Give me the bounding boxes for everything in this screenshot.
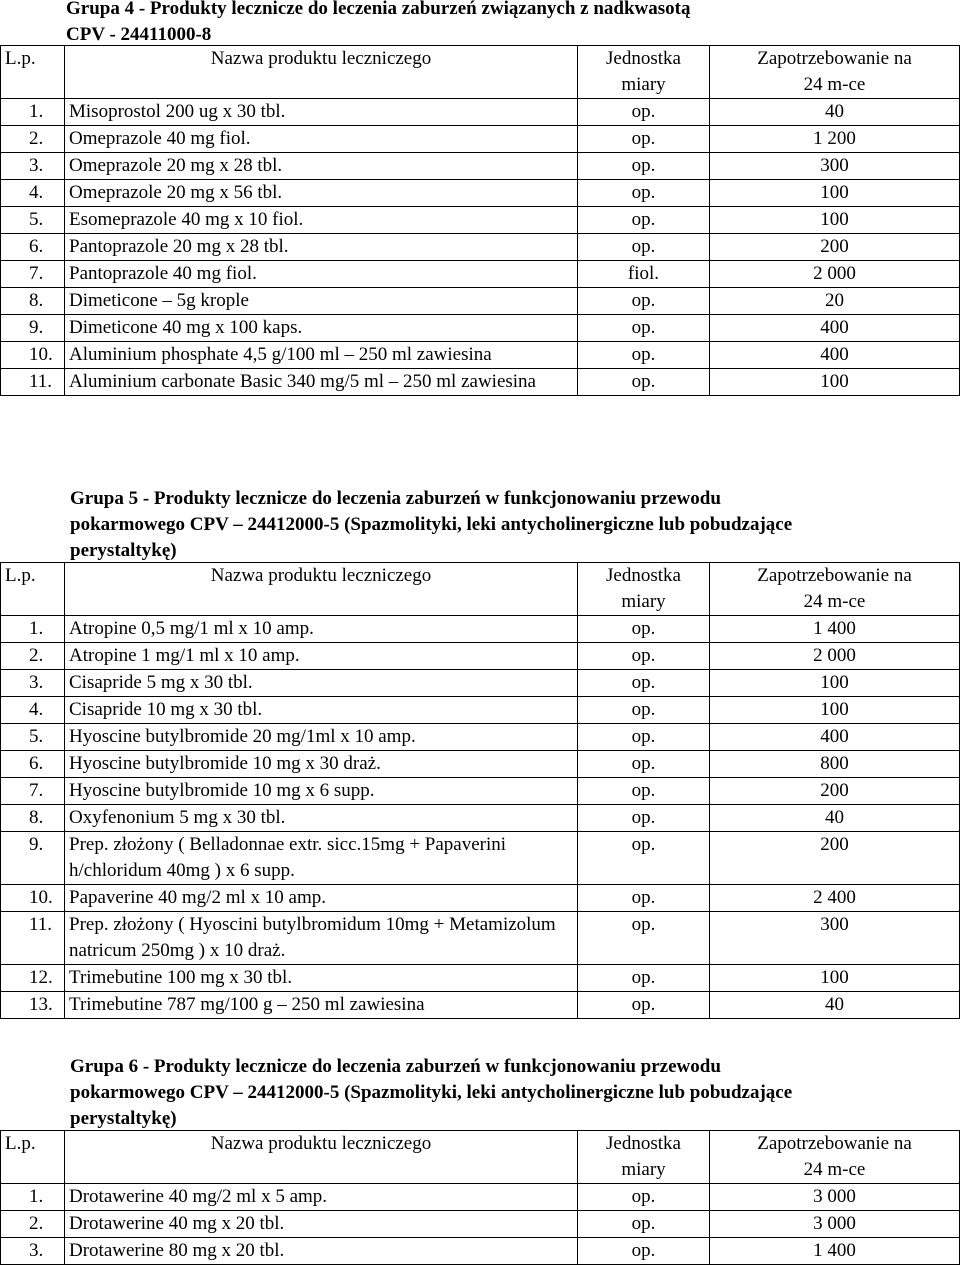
- row-unit: op.: [578, 1184, 710, 1211]
- table-header-row: [1, 563, 960, 616]
- row-product-name: Papaverine 40 mg/2 ml x 10 amp.: [65, 885, 578, 912]
- row-unit: op.: [578, 724, 710, 751]
- header-qty: [710, 563, 960, 616]
- row-unit: fiol.: [578, 261, 710, 288]
- group-6-table: [0, 1130, 960, 1265]
- header-qty-line: Zapotrzebowanie na: [757, 1133, 912, 1154]
- row-lp: 12.: [1, 965, 65, 992]
- row-product-name: Dimeticone 40 mg x 100 kaps.: [65, 315, 578, 342]
- table-row: [1, 1238, 960, 1265]
- row-quantity: 800: [710, 751, 960, 778]
- table-row: [1, 234, 960, 261]
- row-product-name: Aluminium carbonate Basic 340 mg/5 ml – 250 ml zawiesina: [65, 369, 578, 396]
- row-quantity: 40: [710, 805, 960, 832]
- group-title-line: perystaltykę): [70, 540, 177, 561]
- header-unit: [578, 1131, 710, 1184]
- table-row: [1, 369, 960, 396]
- table-row: [1, 288, 960, 315]
- row-quantity: 2 000: [710, 261, 960, 288]
- row-quantity: 100: [710, 207, 960, 234]
- row-lp: 6.: [1, 234, 65, 261]
- table-row: [1, 643, 960, 670]
- row-quantity: 40: [710, 992, 960, 1019]
- row-unit: op.: [578, 234, 710, 261]
- row-lp: 1.: [1, 1184, 65, 1211]
- table-row: [1, 616, 960, 643]
- row-lp: 5.: [1, 207, 65, 234]
- table-row: [1, 992, 960, 1019]
- row-product-name: Hyoscine butylbromide 20 mg/1ml x 10 amp.: [65, 724, 578, 751]
- row-unit: op.: [578, 153, 710, 180]
- row-quantity: 1 400: [710, 616, 960, 643]
- table-row: [1, 99, 960, 126]
- row-unit: op.: [578, 99, 710, 126]
- row-product-name: Atropine 0,5 mg/1 ml x 10 amp.: [65, 616, 578, 643]
- row-unit: op.: [578, 965, 710, 992]
- header-lp: L.p.: [1, 1131, 65, 1184]
- row-quantity: 400: [710, 724, 960, 751]
- row-unit: op.: [578, 643, 710, 670]
- row-quantity: 3 000: [710, 1184, 960, 1211]
- group-6-title: [0, 1054, 960, 1132]
- header-unit-line: miary: [621, 591, 666, 612]
- row-unit: op.: [578, 778, 710, 805]
- row-lp: 5.: [1, 724, 65, 751]
- row-quantity: 300: [710, 153, 960, 180]
- table-row: [1, 912, 960, 965]
- table-row: [1, 342, 960, 369]
- header-lp: L.p.: [1, 563, 65, 616]
- row-quantity: 2 000: [710, 643, 960, 670]
- row-product-name: Omeprazole 40 mg fiol.: [65, 126, 578, 153]
- table-row: [1, 751, 960, 778]
- row-lp: 2.: [1, 1211, 65, 1238]
- row-lp: 2.: [1, 643, 65, 670]
- row-unit: op.: [578, 288, 710, 315]
- row-quantity: 200: [710, 778, 960, 805]
- table-row: [1, 207, 960, 234]
- table-row: [1, 126, 960, 153]
- row-unit: op.: [578, 992, 710, 1019]
- row-quantity: 400: [710, 342, 960, 369]
- row-lp: 7.: [1, 778, 65, 805]
- row-quantity: 3 000: [710, 1211, 960, 1238]
- header-unit-line: Jednostka: [606, 1133, 681, 1154]
- row-quantity: 400: [710, 315, 960, 342]
- row-product-name: Dimeticone – 5g krople: [65, 288, 578, 315]
- group-5-section: [0, 486, 960, 564]
- row-lp: 10.: [1, 342, 65, 369]
- row-lp: 13.: [1, 992, 65, 1019]
- row-product-name: Cisapride 5 mg x 30 tbl.: [65, 670, 578, 697]
- row-lp: 3.: [1, 153, 65, 180]
- row-product-name: Trimebutine 100 mg x 30 tbl.: [65, 965, 578, 992]
- row-product-name: Omeprazole 20 mg x 28 tbl.: [65, 153, 578, 180]
- row-quantity: 100: [710, 670, 960, 697]
- header-qty-line: 24 m-ce: [803, 591, 866, 612]
- row-product-name: Misoprostol 200 ug x 30 tbl.: [65, 99, 578, 126]
- table-row: [1, 315, 960, 342]
- row-product-name: Trimebutine 787 mg/100 g – 250 ml zawiesina: [65, 992, 578, 1019]
- row-quantity: 20: [710, 288, 960, 315]
- table-row: [1, 1211, 960, 1238]
- row-unit: op.: [578, 832, 710, 885]
- row-product-name: Hyoscine butylbromide 10 mg x 30 draż.: [65, 751, 578, 778]
- row-unit: op.: [578, 805, 710, 832]
- table-row: [1, 153, 960, 180]
- row-unit: op.: [578, 697, 710, 724]
- table-header-row: [1, 1131, 960, 1184]
- group-title-line: perystaltykę): [70, 1108, 177, 1129]
- header-qty-line: 24 m-ce: [803, 1159, 866, 1180]
- row-lp: 9.: [1, 315, 65, 342]
- header-lp: L.p.: [1, 46, 65, 99]
- row-lp: 10.: [1, 885, 65, 912]
- header-qty: [710, 1131, 960, 1184]
- row-unit: op.: [578, 616, 710, 643]
- table-row: [1, 778, 960, 805]
- header-qty-line: Zapotrzebowanie na: [757, 565, 912, 586]
- row-product-name: Drotawerine 40 mg/2 ml x 5 amp.: [65, 1184, 578, 1211]
- row-lp: 8.: [1, 805, 65, 832]
- row-lp: 4.: [1, 180, 65, 207]
- row-product-name: Hyoscine butylbromide 10 mg x 6 supp.: [65, 778, 578, 805]
- header-unit-line: miary: [621, 1159, 666, 1180]
- row-quantity: 100: [710, 965, 960, 992]
- row-lp: 9.: [1, 832, 65, 885]
- header-qty-line: 24 m-ce: [803, 74, 866, 95]
- row-lp: 8.: [1, 288, 65, 315]
- table-header-row: [1, 46, 960, 99]
- header-qty: [710, 46, 960, 99]
- row-quantity: 300: [710, 912, 960, 965]
- group-4-section: [0, 0, 960, 48]
- row-lp: 7.: [1, 261, 65, 288]
- row-quantity: 1 200: [710, 126, 960, 153]
- row-unit: op.: [578, 207, 710, 234]
- row-lp: 6.: [1, 751, 65, 778]
- row-unit: op.: [578, 1211, 710, 1238]
- row-unit: op.: [578, 912, 710, 965]
- header-name: Nazwa produktu leczniczego: [65, 1131, 578, 1184]
- row-quantity: 200: [710, 234, 960, 261]
- row-lp: 11.: [1, 912, 65, 965]
- group-title-line: pokarmowego CPV – 24412000-5 (Spazmolityki, leki antycholinergiczne lub pobudzające: [70, 1082, 793, 1103]
- row-quantity: 40: [710, 99, 960, 126]
- row-product-name: Aluminium phosphate 4,5 g/100 ml – 250 ml zawiesina: [65, 342, 578, 369]
- group-4-title: [0, 0, 960, 48]
- row-unit: op.: [578, 315, 710, 342]
- table-row: [1, 261, 960, 288]
- table-row: [1, 805, 960, 832]
- row-lp: 3.: [1, 670, 65, 697]
- header-name: Nazwa produktu leczniczego: [65, 563, 578, 616]
- header-unit: [578, 563, 710, 616]
- group-title-line: pokarmowego CPV – 24412000-5 (Spazmolityki, leki antycholinergiczne lub pobudzające: [70, 514, 793, 535]
- row-unit: op.: [578, 342, 710, 369]
- table-row: [1, 832, 960, 885]
- group-title-line: Grupa 6 - Produkty lecznicze do leczenia zaburzeń w funkcjonowaniu przewodu: [70, 1056, 721, 1077]
- row-unit: op.: [578, 885, 710, 912]
- row-product-name: Prep. złożony ( Hyoscini butylbromidum 10mg + Metamizolum natricum 250mg ) x 10 draż.: [65, 912, 578, 965]
- group-title-line: Grupa 5 - Produkty lecznicze do leczenia zaburzeń w funkcjonowaniu przewodu: [70, 488, 721, 509]
- row-unit: op.: [578, 751, 710, 778]
- row-product-name: Atropine 1 mg/1 ml x 10 amp.: [65, 643, 578, 670]
- row-lp: 2.: [1, 126, 65, 153]
- group-6-section: [0, 1054, 960, 1132]
- group-5-title: [0, 486, 960, 564]
- header-unit-line: Jednostka: [606, 565, 681, 586]
- row-unit: op.: [578, 369, 710, 396]
- row-lp: 11.: [1, 369, 65, 396]
- row-product-name: Drotawerine 80 mg x 20 tbl.: [65, 1238, 578, 1265]
- row-quantity: 100: [710, 369, 960, 396]
- row-quantity: 1 400: [710, 1238, 960, 1265]
- table-row: [1, 885, 960, 912]
- row-product-name: Pantoprazole 40 mg fiol.: [65, 261, 578, 288]
- row-product-name: Cisapride 10 mg x 30 tbl.: [65, 697, 578, 724]
- row-quantity: 2 400: [710, 885, 960, 912]
- row-quantity: 100: [710, 697, 960, 724]
- row-product-name: Pantoprazole 20 mg x 28 tbl.: [65, 234, 578, 261]
- table-row: [1, 180, 960, 207]
- row-unit: op.: [578, 670, 710, 697]
- row-product-name: Prep. złożony ( Belladonnae extr. sicc.15mg + Papaverini h/chloridum 40mg ) x 6 supp.: [65, 832, 578, 885]
- table-row: [1, 724, 960, 751]
- header-unit-line: miary: [621, 74, 666, 95]
- row-quantity: 100: [710, 180, 960, 207]
- table-row: [1, 965, 960, 992]
- header-unit-line: Jednostka: [606, 48, 681, 69]
- group-4-table: [0, 45, 960, 396]
- row-product-name: Drotawerine 40 mg x 20 tbl.: [65, 1211, 578, 1238]
- row-unit: op.: [578, 180, 710, 207]
- table-row: [1, 1184, 960, 1211]
- row-lp: 4.: [1, 697, 65, 724]
- group-title-line: CPV - 24411000-8: [66, 24, 212, 45]
- row-product-name: Oxyfenonium 5 mg x 30 tbl.: [65, 805, 578, 832]
- row-lp: 1.: [1, 99, 65, 126]
- row-product-name: Omeprazole 20 mg x 56 tbl.: [65, 180, 578, 207]
- row-unit: op.: [578, 1238, 710, 1265]
- row-lp: 3.: [1, 1238, 65, 1265]
- row-unit: op.: [578, 126, 710, 153]
- group-5-table: [0, 562, 960, 1019]
- table-row: [1, 697, 960, 724]
- header-name: Nazwa produktu leczniczego: [65, 46, 578, 99]
- row-product-name: Esomeprazole 40 mg x 10 fiol.: [65, 207, 578, 234]
- header-unit: [578, 46, 710, 99]
- table-row: [1, 670, 960, 697]
- group-title-line: Grupa 4 - Produkty lecznicze do leczenia zaburzeń związanych z nadkwasotą: [66, 0, 691, 19]
- row-lp: 1.: [1, 616, 65, 643]
- row-quantity: 200: [710, 832, 960, 885]
- header-qty-line: Zapotrzebowanie na: [757, 48, 912, 69]
